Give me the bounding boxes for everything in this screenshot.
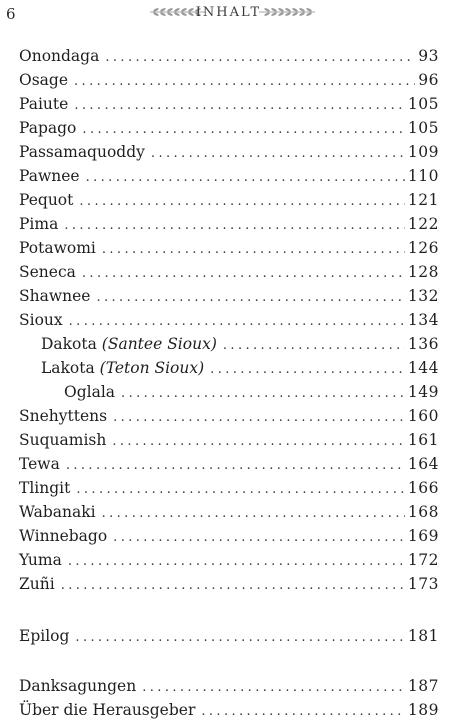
toc-entry-title: Tlingit xyxy=(19,479,71,497)
dot-leader xyxy=(201,700,405,724)
dot-leader xyxy=(82,262,405,286)
dot-leader xyxy=(113,526,405,550)
dot-leader xyxy=(112,430,405,454)
dot-leader xyxy=(69,310,405,334)
dot-leader xyxy=(68,550,405,574)
toc-entry-title: Zuñi xyxy=(19,575,55,593)
toc-entry[interactable] xyxy=(19,116,439,140)
toc-entry[interactable] xyxy=(19,624,439,648)
toc-entry-title: Shawnee xyxy=(19,287,91,305)
toc-entry[interactable] xyxy=(19,452,439,476)
dot-leader xyxy=(82,118,405,142)
toc-entry[interactable] xyxy=(19,236,439,260)
toc-entry-page: 161 xyxy=(407,431,439,449)
toc-entry-page: 173 xyxy=(407,575,439,593)
toc-entry-title: Passamaquoddy xyxy=(19,143,145,161)
toc-entry-page: 105 xyxy=(407,95,439,113)
toc-entry-page: 181 xyxy=(407,627,439,645)
dot-leader xyxy=(102,238,405,262)
toc-entry-title: Dakota (Santee Sioux) xyxy=(41,335,217,353)
toc-entry-page: 172 xyxy=(407,551,439,569)
toc-entry-page: 149 xyxy=(407,383,439,401)
toc-entry[interactable] xyxy=(19,92,439,116)
dot-leader xyxy=(64,214,405,238)
toc-entry[interactable] xyxy=(19,188,439,212)
dot-leader xyxy=(121,382,405,406)
dot-leader xyxy=(102,502,405,526)
toc-entry-title: Danksagungen xyxy=(19,677,137,695)
toc-entry-page: 122 xyxy=(407,215,439,233)
toc-entry[interactable] xyxy=(19,428,439,452)
dot-leader xyxy=(113,406,405,430)
toc-entry-title: Pima xyxy=(19,215,59,233)
toc-entry-page: 93 xyxy=(418,47,439,65)
toc-entry-title: Oglala xyxy=(64,383,116,401)
toc-entry-title: Winnebago xyxy=(19,527,108,545)
toc-subentry[interactable] xyxy=(19,356,439,380)
toc-entry[interactable] xyxy=(19,524,439,548)
dot-leader xyxy=(74,70,415,94)
toc-entry-page: 164 xyxy=(407,455,439,473)
dot-leader xyxy=(86,166,405,190)
toc-entry-title: Wabanaki xyxy=(19,503,96,521)
toc-entry[interactable] xyxy=(19,548,439,572)
dot-leader xyxy=(210,358,405,382)
toc-entry[interactable] xyxy=(19,284,439,308)
toc-entry[interactable] xyxy=(19,476,439,500)
toc-entry-page: 105 xyxy=(407,119,439,137)
toc-entry-page: 132 xyxy=(407,287,439,305)
toc-entry-title: Epilog xyxy=(19,627,70,645)
toc-entry[interactable] xyxy=(19,44,439,68)
toc-entry-title: Onondaga xyxy=(19,47,100,65)
toc-entry[interactable] xyxy=(19,674,439,698)
toc-entry[interactable] xyxy=(19,572,439,596)
toc-entry-page: 110 xyxy=(407,167,439,185)
wheat-ornament-right-icon xyxy=(257,6,317,18)
toc-entry[interactable] xyxy=(19,164,439,188)
toc-entry-title: Yuma xyxy=(19,551,62,569)
dot-leader xyxy=(75,626,405,650)
toc-entry-title: Über die Herausgeber xyxy=(19,701,196,719)
toc-entry-page: 109 xyxy=(407,143,439,161)
toc-entry-title: Snehyttens xyxy=(19,407,108,425)
toc-entry-title: Papago xyxy=(19,119,77,137)
toc-entry[interactable] xyxy=(19,698,439,722)
toc-entry[interactable] xyxy=(19,68,439,92)
toc-entry-page: 160 xyxy=(407,407,439,425)
toc-subentry[interactable] xyxy=(19,332,439,356)
toc-entry-title: Suquamish xyxy=(19,431,107,449)
toc-entry-page: 136 xyxy=(407,335,439,353)
toc-entry-page: 128 xyxy=(407,263,439,281)
toc-entry-page: 121 xyxy=(407,191,439,209)
dot-leader xyxy=(74,94,405,118)
dot-leader xyxy=(96,286,404,310)
toc-entry[interactable] xyxy=(19,308,439,332)
toc-entry-page: 189 xyxy=(407,701,439,719)
dot-leader xyxy=(142,676,405,700)
toc-entry-page: 166 xyxy=(407,479,439,497)
toc-entry-page: 134 xyxy=(407,311,439,329)
toc-entry-title: Osage xyxy=(19,71,68,89)
toc-entry[interactable] xyxy=(19,404,439,428)
dot-leader xyxy=(105,46,415,70)
page-header xyxy=(0,2,457,28)
page-number: 6 xyxy=(6,5,16,23)
running-head: INHALT xyxy=(195,5,262,20)
dot-leader xyxy=(151,142,405,166)
toc-entry-title: Sioux xyxy=(19,311,63,329)
toc-subentry[interactable] xyxy=(19,380,439,404)
dot-leader xyxy=(223,334,405,358)
toc-entry-title: Seneca xyxy=(19,263,76,281)
toc-entry-page: 168 xyxy=(407,503,439,521)
toc-entry[interactable] xyxy=(19,212,439,236)
toc-entry-page: 144 xyxy=(407,359,439,377)
toc-entry[interactable] xyxy=(19,260,439,284)
dot-leader xyxy=(76,478,405,502)
toc-entry-page: 126 xyxy=(407,239,439,257)
toc-entry-title: Potawomi xyxy=(19,239,96,257)
toc-entry-title: Pawnee xyxy=(19,167,80,185)
toc-entry[interactable] xyxy=(19,500,439,524)
toc-entry[interactable] xyxy=(19,140,439,164)
dot-leader xyxy=(79,190,405,214)
dot-leader xyxy=(61,574,405,598)
toc-entry-page: 96 xyxy=(418,71,439,89)
toc-entry-title: Paiute xyxy=(19,95,69,113)
toc-entry-page: 169 xyxy=(407,527,439,545)
toc-entry-title: Tewa xyxy=(19,455,60,473)
dot-leader xyxy=(66,454,405,478)
toc-entry-title: Pequot xyxy=(19,191,74,209)
toc-entry-page: 187 xyxy=(407,677,439,695)
toc-entry-title: Lakota (Teton Sioux) xyxy=(41,359,205,377)
